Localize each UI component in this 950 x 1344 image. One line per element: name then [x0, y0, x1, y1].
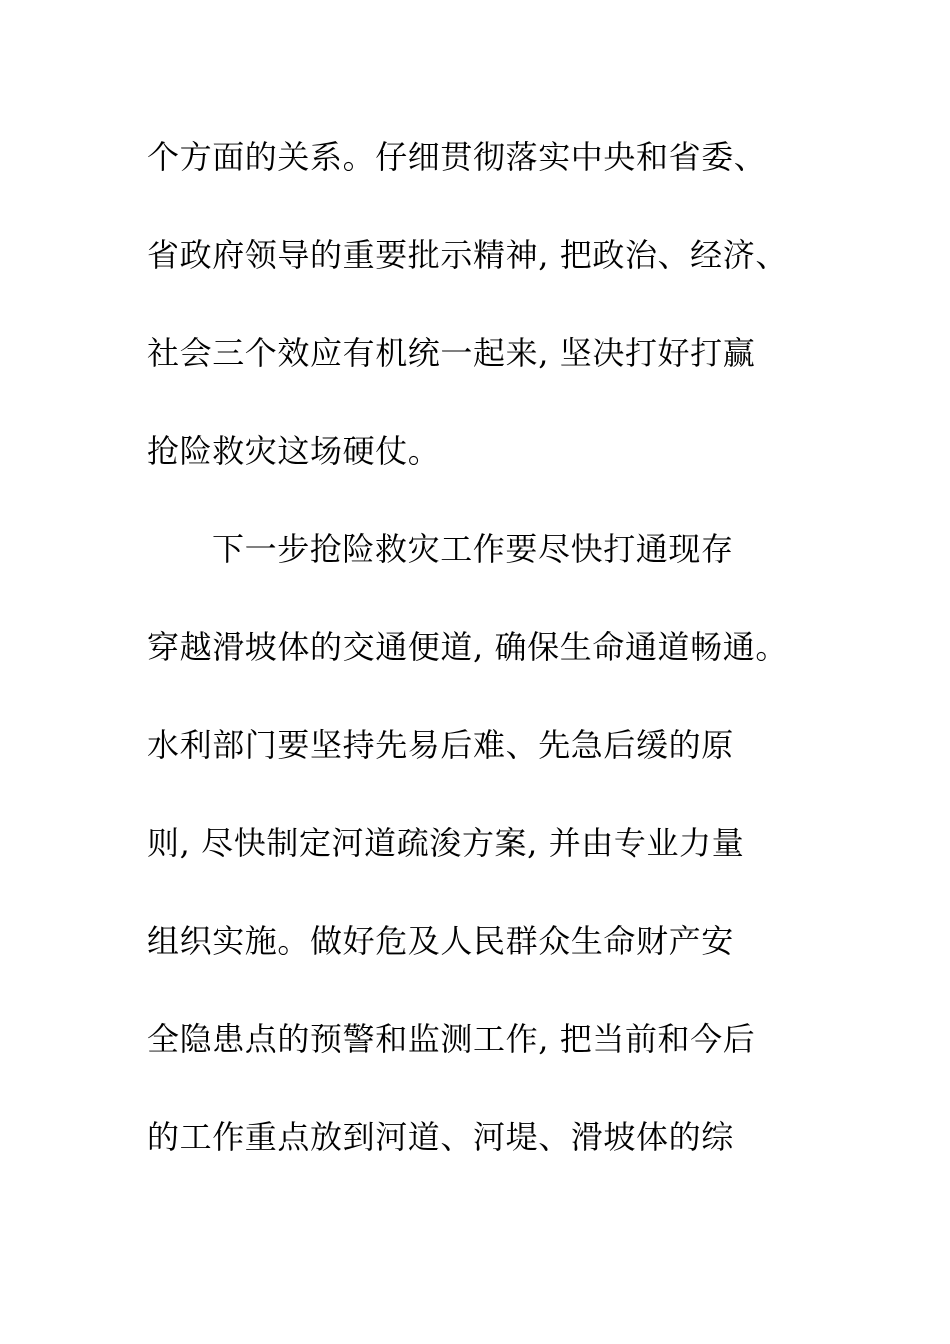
text-line-8: 则, 尽快制定河道疏浚方案, 并由专业力量: [147, 824, 745, 862]
text-line-7: 水利部门要坚持先易后难、先急后缓的原: [147, 726, 734, 764]
text-line-2: 省政府领导的重要批示精神, 把政治、经济、: [147, 236, 788, 274]
text-line-6: 穿越滑坡体的交通便道, 确保生命通道畅通。: [147, 628, 788, 666]
text-line-4: 抢险救灾这场硬仗。: [147, 432, 441, 470]
text-line-10: 全隐患点的预警和监测工作, 把当前和今后: [147, 1020, 756, 1058]
text-line-9: 组织实施。做好危及人民群众生命财产安: [147, 922, 734, 960]
paragraph-start-line: 下一步抢险救灾工作要尽快打通现存: [212, 530, 734, 568]
text-line-1: 个方面的关系。仔细贯彻落实中央和省委、: [147, 138, 767, 176]
text-line-3: 社会三个效应有机统一起来, 坚决打好打赢: [147, 334, 756, 372]
text-line-11: 的工作重点放到河道、河堤、滑坡体的综: [147, 1118, 734, 1156]
